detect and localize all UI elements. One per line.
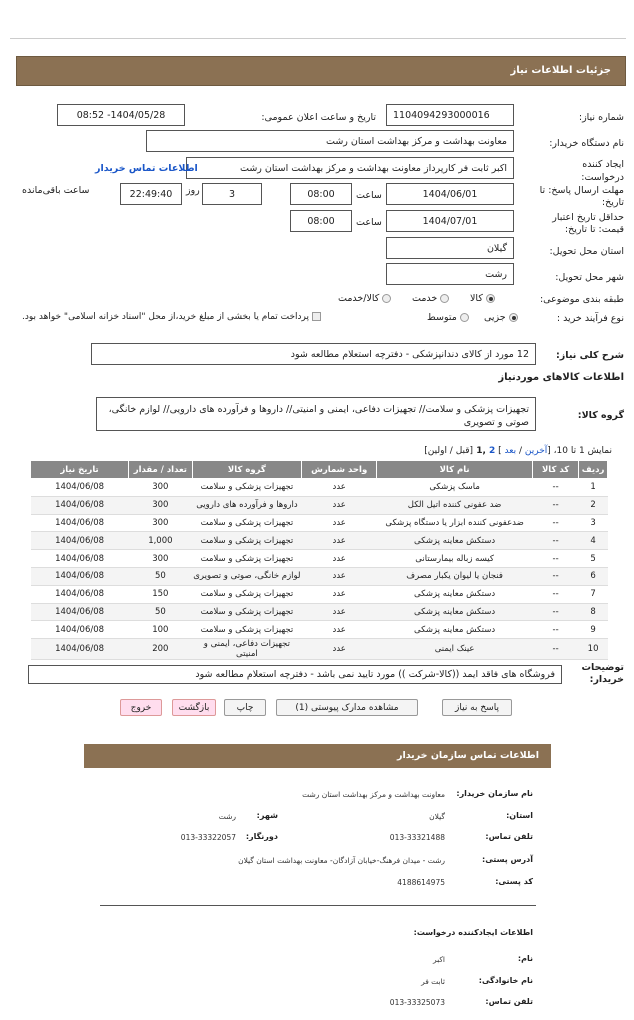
table-cell: 1404/06/08 [31,567,129,585]
proc-partial-option[interactable] [484,312,518,323]
proc-medium-text: متوسط [427,312,457,323]
validity-time-field: 08:00 [290,210,352,232]
column-header: ردیف [579,461,608,479]
table-row[interactable] [31,621,608,639]
city-contact-value: رشت [218,812,236,821]
name-label: نام: [517,954,533,963]
validity-label: حداقل تاریخ اعتبار قیمت: تا تاریخ: [552,212,624,235]
table-cell: 9 [579,621,608,639]
family-value: ثابت فر [421,977,445,986]
table-cell: 200 [129,639,192,660]
cat-goods-option[interactable] [470,293,495,304]
deadline-time-field: 08:00 [290,183,352,205]
pager: نمایش 1 تا 10، [آخرین / بعد ] 2 ,1 [قبل / اولین] [424,446,612,456]
table-cell: -- [533,621,579,639]
table-cell: 1404/06/08 [31,621,129,639]
org-label: نام سازمان خریدار: [456,789,533,798]
table-cell: عدد [302,567,377,585]
table-row[interactable] [31,514,608,532]
creator-info-title: اطلاعات ایجادکننده درخواست: [413,928,533,937]
table-cell: عدد [302,585,377,603]
fax-value: 013-33322057 [180,833,236,842]
table-cell: -- [533,567,579,585]
table-cell: 1,000 [129,532,192,550]
cat-goods-service-radio[interactable] [382,294,391,303]
table-cell: -- [533,639,579,660]
city-field: رشت [386,263,514,285]
table-cell: تجهیزات پزشکی و سلامت [192,585,302,603]
table-cell: عدد [302,479,377,497]
table-cell: تجهیزات پزشکی و سلامت [192,532,302,550]
table-cell: 1404/06/08 [31,585,129,603]
proc-medium-radio[interactable] [460,313,469,322]
validity-date-field: 1404/07/01 [386,210,514,232]
summary-label: شرح کلی نیاز: [555,350,624,361]
table-cell: 1404/06/08 [31,603,129,621]
group-label: گروه کالا: [577,410,624,421]
need-number-label: شماره نیاز: [578,112,624,123]
province-contact-value: گیلان [429,812,445,821]
table-cell: -- [533,550,579,568]
table-cell: 1404/06/08 [31,639,129,660]
cat-goods-service-text: کالا/خدمت [338,293,380,304]
province-contact-label: استان: [506,811,533,820]
city-contact-label: شهر: [256,811,278,820]
table-cell: 1404/06/08 [31,550,129,568]
table-row[interactable] [31,639,608,660]
table-cell: عدد [302,550,377,568]
proc-medium-option[interactable] [427,312,469,323]
reply-button[interactable]: پاسخ به نیاز [442,699,512,716]
city-label: شهر محل تحویل: [555,272,624,283]
cat-service-text: خدمت [412,293,438,304]
table-cell: -- [533,514,579,532]
days-label: روز [186,185,200,196]
table-cell: 5 [579,550,608,568]
creator-label: ایجاد کننده درخواست: [581,159,624,183]
table-cell: 50 [129,603,192,621]
table-cell: تجهیزات پزشکی و سلامت [192,550,302,568]
phone-label: تلفن تماس: [485,832,533,841]
table-cell: عدد [302,532,377,550]
table-cell: 300 [129,550,192,568]
table-cell: ضد عفونی کننده اتیل الکل [377,496,533,514]
payment-note: پرداخت تمام یا بخشی از مبلغ خرید،از محل "اسناد خزانه اسلامی" خواهد بود. [22,312,310,322]
cat-service-option[interactable] [412,293,449,304]
family-label: نام خانوادگی: [478,976,533,985]
table-cell: ضدعفونی کننده ابزار یا دستگاه پزشکی [377,514,533,532]
days-field: 3 [202,183,262,205]
table-row[interactable] [31,585,608,603]
remaining-label: ساعت باقی‌مانده [22,185,90,196]
column-header: تعداد / مقدار [129,461,192,479]
column-header: واحد شمارش [302,461,377,479]
table-cell: 1404/06/08 [31,532,129,550]
validity-time-label: ساعت [356,217,382,228]
contact-divider [100,905,536,906]
pager-last-link[interactable]: آخرین [524,446,548,456]
column-header: نام کالا [377,461,533,479]
table-cell: تجهیزات پزشکی و سلامت [192,514,302,532]
announce-label: تاریخ و ساعت اعلان عمومی: [261,112,376,123]
buyer-notes-label: توضیحات خریدار: [581,662,624,685]
table-cell: 10 [579,639,608,660]
org-value: معاونت بهداشت و مرکز بهداشت استان رشت [302,790,445,799]
group-field: تجهیزات پزشکی و سلامت// تجهیزات دفاعی، ایمنی و امنیتی// داروها و فرآورده های دارویی// لوازم خانگی، صوتی و تصویری [96,397,536,431]
view-documents-button[interactable]: مشاهده مدارک پیوستی (1) [276,699,418,716]
postal-value: 4188614975 [397,878,445,887]
table-cell: تجهیزات دفاعی، ایمنی و امنیتی [192,639,302,660]
buyer-label: نام دستگاه خریدار: [549,138,624,149]
table-cell: -- [533,585,579,603]
process-label: نوع فرآیند خرید : [556,313,624,324]
tel-label: تلفن تماس: [485,997,533,1006]
table-cell: داروها و فرآورده های دارویی [192,496,302,514]
column-header: تاریخ نیاز [31,461,129,479]
table-cell: 8 [579,603,608,621]
tel-value: 013-33325073 [389,998,445,1007]
table-cell: عدد [302,603,377,621]
table-row[interactable] [31,479,608,497]
table-row[interactable] [31,496,608,514]
page-header [16,56,626,86]
table-cell: تجهیزات پزشکی و سلامت [192,603,302,621]
summary-field: 12 مورد از کالای دندانپزشکی - دفترچه استعلام مطالعه شود [91,343,536,365]
table-cell: دستکش معاینه پزشکی [377,621,533,639]
table-cell: 100 [129,621,192,639]
postal-label: کد پستی: [495,877,533,886]
contact-section-title: اطلاعات تماس سازمان خریدار [396,750,539,761]
category-label: طبقه بندی موضوعی: [539,294,624,305]
column-header: کد کالا [533,461,579,479]
name-value: اکبر [432,955,445,964]
print-button[interactable]: چاپ [224,699,266,716]
table-cell: 1404/06/08 [31,514,129,532]
table-cell: -- [533,479,579,497]
table-cell: 1404/06/08 [31,479,129,497]
buyer-field: معاونت بهداشت و مرکز بهداشت استان رشت [146,130,514,152]
proc-partial-text: جزیی [484,312,506,323]
table-cell: 1 [579,479,608,497]
table-cell: 300 [129,496,192,514]
need-number-field: 1104094293000016 [386,104,514,126]
announce-field: 1404/05/28- 08:52 [57,104,185,126]
table-cell: -- [533,532,579,550]
table-cell: -- [533,603,579,621]
top-divider [10,38,626,39]
table-cell: 7 [579,585,608,603]
table-cell: دستکش معاینه پزشکی [377,532,533,550]
address-label: آدرس پستی: [482,855,533,864]
table-cell: عینک ایمنی [377,639,533,660]
table-cell: 1404/06/08 [31,496,129,514]
cat-goods-radio[interactable] [486,294,495,303]
table-cell: -- [533,496,579,514]
exit-button[interactable]: خروج [120,699,162,716]
table-cell: عدد [302,639,377,660]
pager-page-2[interactable]: 2 [489,446,496,456]
contact-section-header [84,744,551,768]
creator-field: اکبر ثابت فر کارپرداز معاونت بهداشت و مرکز بهداشت استان رشت [186,157,514,179]
table-cell: فنجان یا لیوان یکبار مصرف [377,567,533,585]
remaining-field: 22:49:40 [120,183,182,205]
table-cell: ماسک پزشکی [377,479,533,497]
table-cell: دستکش معاینه پزشکی [377,585,533,603]
deadline-label: مهلت ارسال پاسخ: تا تاریخ: [539,185,624,208]
goods-section-title: اطلاعات کالاهای موردنیاز [498,372,624,383]
table-cell: لوازم خانگی، صوتی و تصویری [192,567,302,585]
payment-checkbox[interactable] [312,312,321,321]
cat-service-radio[interactable] [440,294,449,303]
table-cell: 2 [579,496,608,514]
table-cell: 50 [129,567,192,585]
goods-table [30,460,608,660]
table-cell: عدد [302,514,377,532]
column-header: گروه کالا [192,461,302,479]
payment-option[interactable] [22,312,321,322]
fax-label: دورنگار: [245,832,278,841]
back-button[interactable]: بازگشت [172,699,216,716]
phone-value: 013-33321488 [389,833,445,842]
table-cell: عدد [302,621,377,639]
table-cell: دستکش معاینه پزشکی [377,603,533,621]
table-cell: کیسه زباله بیمارستانی [377,550,533,568]
table-row[interactable] [31,532,608,550]
province-field: گیلان [386,237,514,259]
table-cell: عدد [302,496,377,514]
deadline-time-label: ساعت [356,190,382,201]
address-value: رشت - میدان فرهنگ-خیابان آزادگان- معاونت بهداشت استان گیلان [238,856,445,865]
table-cell: 300 [129,479,192,497]
table-cell: 6 [579,567,608,585]
province-label: استان محل تحویل: [549,246,624,257]
table-cell: تجهیزات پزشکی و سلامت [192,621,302,639]
table-cell: 150 [129,585,192,603]
table-cell: 300 [129,514,192,532]
table-row[interactable] [31,603,608,621]
pager-next-link[interactable]: بعد [504,446,517,456]
table-cell: 4 [579,532,608,550]
buyer-contact-link[interactable]: اطلاعات تماس خریدار [95,163,198,174]
table-cell: 3 [579,514,608,532]
buyer-notes-field: فروشگاه های فاقد ایمد ((کالا-شرکت )) مورد تایید نمی باشد - دفترچه استعلام مطالعه شود [28,665,562,684]
table-row[interactable] [31,567,608,585]
table-cell: تجهیزات پزشکی و سلامت [192,479,302,497]
page-title: جزئیات اطلاعات نیاز [510,65,611,76]
deadline-date-field: 1404/06/01 [386,183,514,205]
table-row[interactable] [31,550,608,568]
proc-partial-radio[interactable] [509,313,518,322]
cat-goods-text: کالا [470,293,483,304]
cat-goods-service-option[interactable] [338,293,391,304]
